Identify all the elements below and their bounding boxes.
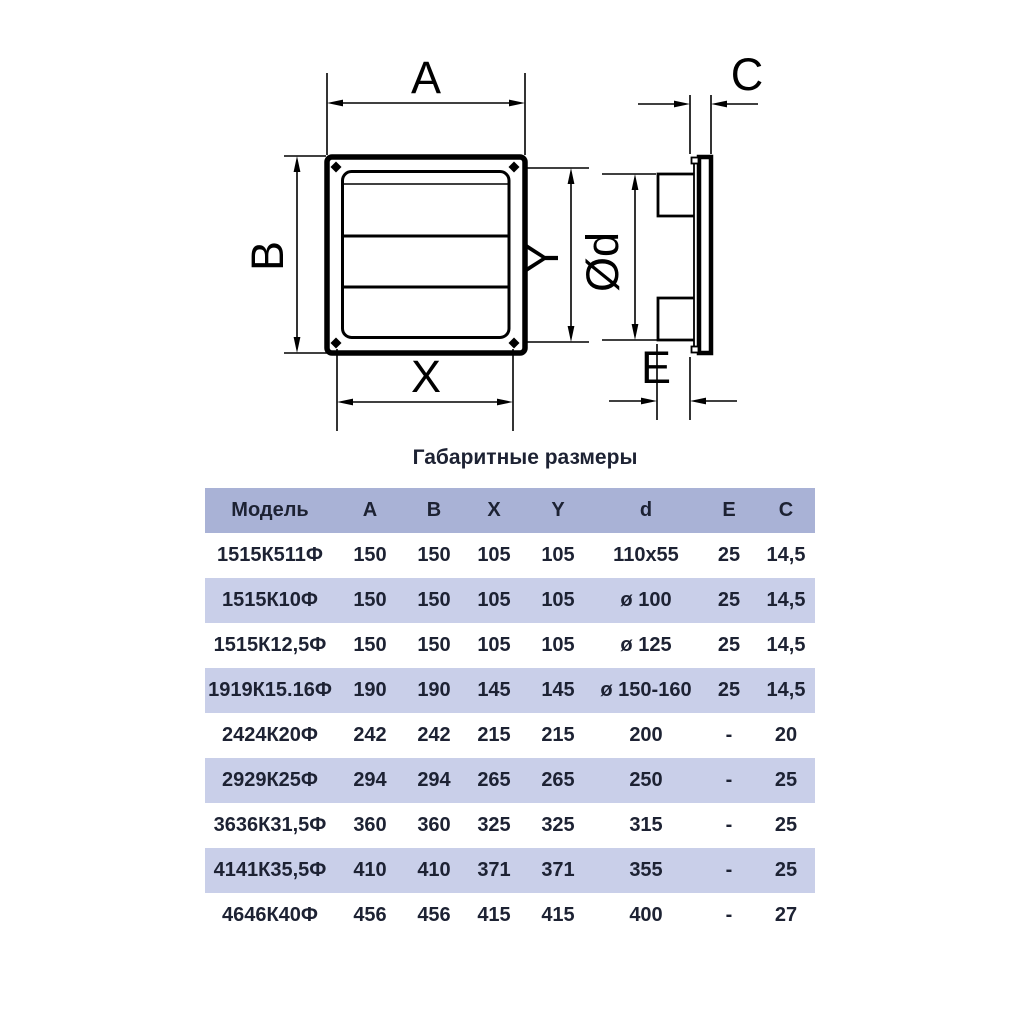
cell-model: 2424К20Ф xyxy=(221,724,318,746)
table-cell: 110x55 xyxy=(613,544,679,566)
table-cell: ø 100 xyxy=(620,589,672,611)
table-row xyxy=(205,803,815,848)
cell-model: 3636К31,5Ф xyxy=(213,814,327,836)
table-cell: 360 xyxy=(353,814,387,836)
table-cell: 105 xyxy=(541,589,575,611)
table-row xyxy=(205,578,815,623)
table-cell: 150 xyxy=(353,634,387,656)
table-cell: 242 xyxy=(353,724,387,746)
table-cell: 215 xyxy=(477,724,511,746)
column-header-c: C xyxy=(778,499,794,521)
dimension-e xyxy=(609,342,737,420)
table-cell: 25 xyxy=(717,634,741,656)
cell-model: 4646К40Ф xyxy=(221,904,318,926)
dim-label-a: A xyxy=(410,52,442,103)
column-header-model: Модель xyxy=(231,499,309,521)
table-cell: 371 xyxy=(477,859,511,881)
table-cell: 242 xyxy=(417,724,451,746)
table-cell: 360 xyxy=(417,814,451,836)
table-cell: 325 xyxy=(477,814,511,836)
table-cell: 14,5 xyxy=(766,634,806,656)
table-cell: 150 xyxy=(353,544,387,566)
table-cell: 105 xyxy=(477,544,511,566)
table-row xyxy=(205,893,815,938)
table-cell: 400 xyxy=(629,904,663,926)
table-cell: 20 xyxy=(774,724,798,746)
table-cell: 145 xyxy=(477,679,511,701)
dimensions-table xyxy=(205,488,815,938)
front-view-drawing xyxy=(242,52,589,431)
table-cell: 410 xyxy=(353,859,387,881)
column-header-e: E xyxy=(722,499,736,521)
table-cell: 355 xyxy=(629,859,663,881)
table-row xyxy=(205,533,815,578)
table-cell: 27 xyxy=(774,904,798,926)
table-cell: 105 xyxy=(541,544,575,566)
table-cell: 145 xyxy=(541,679,575,701)
column-header-b: B xyxy=(426,499,442,521)
table-cell: 14,5 xyxy=(766,679,806,701)
dim-label-d: Ød xyxy=(577,231,628,293)
table-row xyxy=(205,848,815,893)
table-cell: 190 xyxy=(417,679,451,701)
table-cell: 25 xyxy=(717,679,741,701)
cell-model: 1515К511Ф xyxy=(216,544,324,566)
table-row xyxy=(205,623,815,668)
table-cell: 294 xyxy=(417,769,451,791)
table-cell: - xyxy=(725,814,733,836)
dimension-c xyxy=(638,49,763,154)
duct-spigot-top xyxy=(658,174,694,216)
table-cell: 190 xyxy=(353,679,387,701)
flange-panel xyxy=(699,157,711,353)
table-cell: 315 xyxy=(629,814,663,836)
table-cell: 14,5 xyxy=(766,544,806,566)
table-cell: 265 xyxy=(541,769,575,791)
table-cell: ø 125 xyxy=(620,634,672,656)
table-cell: 150 xyxy=(353,589,387,611)
table-cell: 200 xyxy=(629,724,663,746)
dimension-d xyxy=(577,174,668,340)
table-cell: 150 xyxy=(417,589,451,611)
technical-drawing xyxy=(0,0,1020,480)
cell-model: 2929К25Ф xyxy=(221,769,318,791)
table-row xyxy=(205,758,815,803)
table-cell: 410 xyxy=(417,859,451,881)
table-cell: 215 xyxy=(541,724,575,746)
duct-spigot-bottom xyxy=(658,298,694,340)
table-cell: 150 xyxy=(417,634,451,656)
table-cell: 25 xyxy=(717,544,741,566)
table-cell: 325 xyxy=(541,814,575,836)
table-cell: 265 xyxy=(477,769,511,791)
grille-outer-frame xyxy=(327,157,525,353)
cell-model: 1515К12,5Ф xyxy=(213,634,327,656)
dim-label-b: B xyxy=(242,240,293,272)
table-cell: ø 150-160 xyxy=(600,679,692,701)
table-cell: 25 xyxy=(774,769,798,791)
page-title: Габаритные размеры xyxy=(412,446,638,469)
table-cell: 105 xyxy=(477,634,511,656)
column-header-d: d xyxy=(639,499,653,521)
table-cell: - xyxy=(725,724,733,746)
table-cell: 456 xyxy=(417,904,451,926)
table-cell: 415 xyxy=(541,904,575,926)
dim-label-y: Y xyxy=(517,242,568,274)
table-cell: 456 xyxy=(353,904,387,926)
table-cell: - xyxy=(725,904,733,926)
side-view-drawing xyxy=(577,49,763,420)
table-row xyxy=(205,668,815,713)
dim-label-c: C xyxy=(730,49,764,100)
table-cell: - xyxy=(725,769,733,791)
column-header-a: A xyxy=(362,499,378,521)
table-cell: 14,5 xyxy=(766,589,806,611)
table-cell: - xyxy=(725,859,733,881)
table-header-row xyxy=(205,488,815,533)
dimension-x xyxy=(337,349,513,431)
table-cell: 25 xyxy=(717,589,741,611)
table-cell: 415 xyxy=(477,904,511,926)
column-header-y: Y xyxy=(551,499,565,521)
table-row xyxy=(205,713,815,758)
table-cell: 371 xyxy=(541,859,575,881)
cell-model: 1515К10Ф xyxy=(221,589,318,611)
table-cell: 105 xyxy=(477,589,511,611)
cell-model: 1919К15.16Ф xyxy=(208,679,332,701)
table-cell: 25 xyxy=(774,814,798,836)
table-cell: 25 xyxy=(774,859,798,881)
column-header-x: X xyxy=(487,499,501,521)
cell-model: 4141К35,5Ф xyxy=(213,859,327,881)
table-cell: 250 xyxy=(629,769,663,791)
table-cell: 150 xyxy=(417,544,451,566)
table-cell: 294 xyxy=(353,769,387,791)
dim-label-e: E xyxy=(640,342,672,393)
dimension-a xyxy=(327,52,525,155)
table-cell: 105 xyxy=(541,634,575,656)
dim-label-x: X xyxy=(410,351,442,402)
